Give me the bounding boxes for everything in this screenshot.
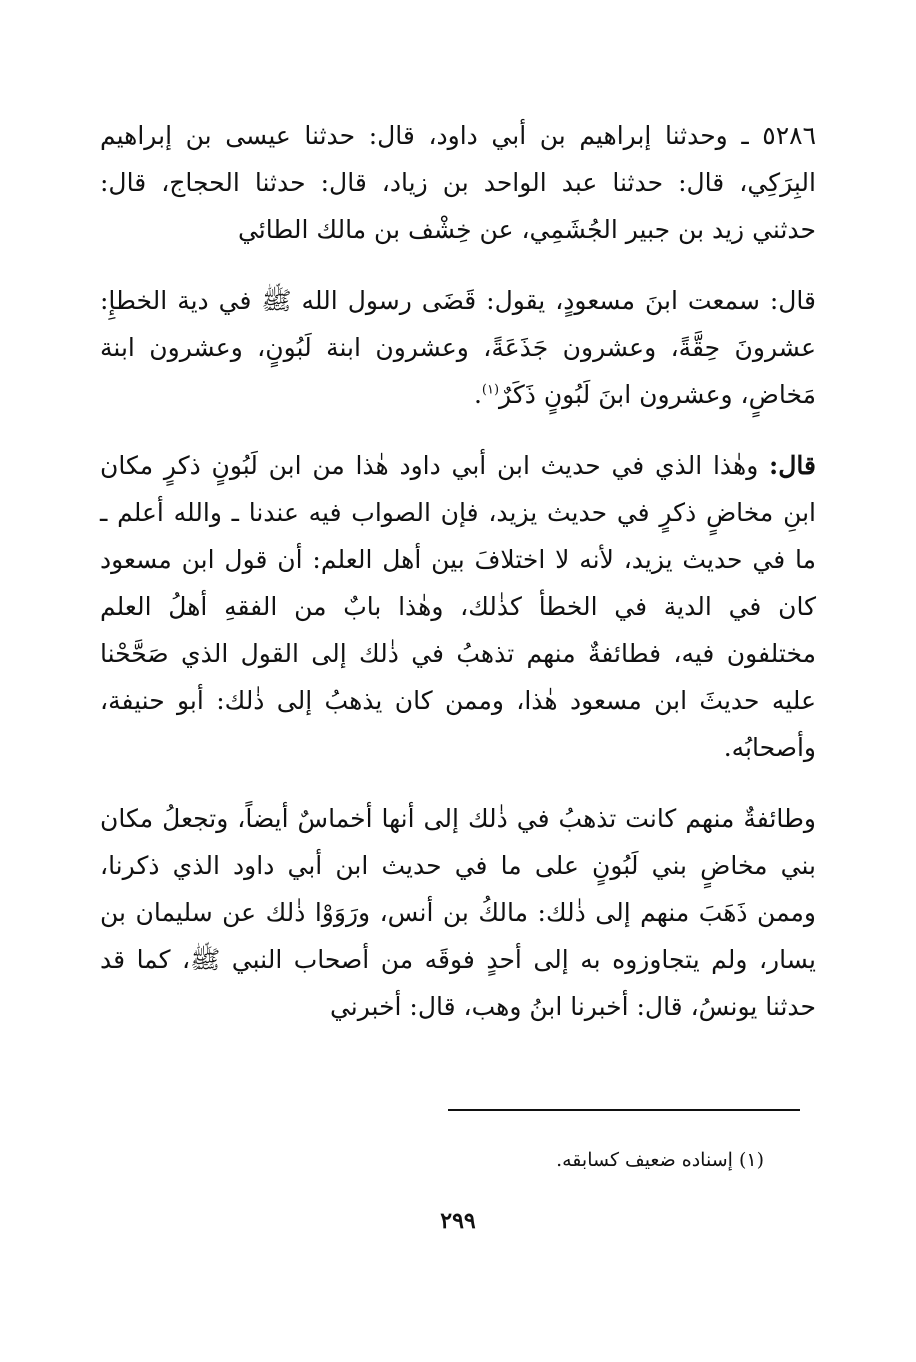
paragraph-lead: قال: [769,451,816,480]
footnote-divider [448,1109,800,1111]
page-number: ٢٩٩ [440,1208,476,1234]
paragraph-second-opinion [100,795,816,1030]
paragraph-text: وهٰذا الذي في حديث ابن أبي داود هٰذا من ابن لَبُونٍ ذكرٍ مكان ابنِ مخاضٍ ذكرٍ في حديث يزيد، فإن الصواب فيه عندنا ـ والله أعلم ـ ما في حديث يزيد، لأنه لا اختلافَ بين أهل العلم: أن قول ابن مسعود كان في الدية في الخطأ كذٰلك، وهٰذا بابٌ من الفقهِ أهلُ العلم مختلفون فيه، فطائفةٌ منهم تذهبُ في ذٰلك إلى القول الذي صَحَّحْنا عليه حديثَ ابن مسعود هٰذا، وممن كان يذهبُ إلى ذٰلك: أبو حنيفة، وأصحابُه. [100,451,817,762]
paragraph-tail: . [473,380,482,409]
paragraph-hadith-matn [100,277,816,418]
paragraph-text: ٥٢٨٦ ـ وحدثنا إبراهيم بن أبي داود، قال: حدثنا عيسى بن إبراهيم البِرَكِي، قال: حدثنا عبد الواحد بن زياد، قال: حدثنا الحجاج، قال: حدثني زيد بن جبير الجُشَمِي، عن خِشْف بن مالك الطائي [100,121,816,244]
footnote-reference[interactable]: (١) [481,382,500,398]
paragraph-commentary [100,442,816,771]
paragraph-text: قال: سمعت ابنَ مسعودٍ، يقول: قَضَى رسول الله ﷺ في دية الخطإِ: عشرونَ حِقَّةً، وعشرون جَذَعَةً، وعشرون ابنة لَبُونٍ، وعشرون ابنة مَخاضٍ، وعشرون ابنَ لَبُونٍ ذَكَرٌ [100,286,816,409]
paragraph-hadith-isnad [100,112,816,253]
paragraph-text: وطائفةٌ منهم كانت تذهبُ في ذٰلك إلى أنها أخماسٌ أيضاً، وتجعلُ مكان بني مخاضٍ بني لَبُونٍ على ما في حديث ابن أبي داود الذي ذكرنا، وممن ذَهَبَ منهم إلى ذٰلك: مالكُ بن أنس، ورَوَوْا ذٰلك عن سليمان بن يسار، ولم يتجاوزوه به إلى أحدٍ فوقَه من أصحاب النبي ﷺ، كما قد حدثنا يونسُ، قال: أخبرنا ابنُ وهب، قال: أخبرني [100,804,816,1021]
footnote: (١) إسناده ضعيف كسابقه. [556,1149,764,1171]
page-body [100,112,816,1054]
